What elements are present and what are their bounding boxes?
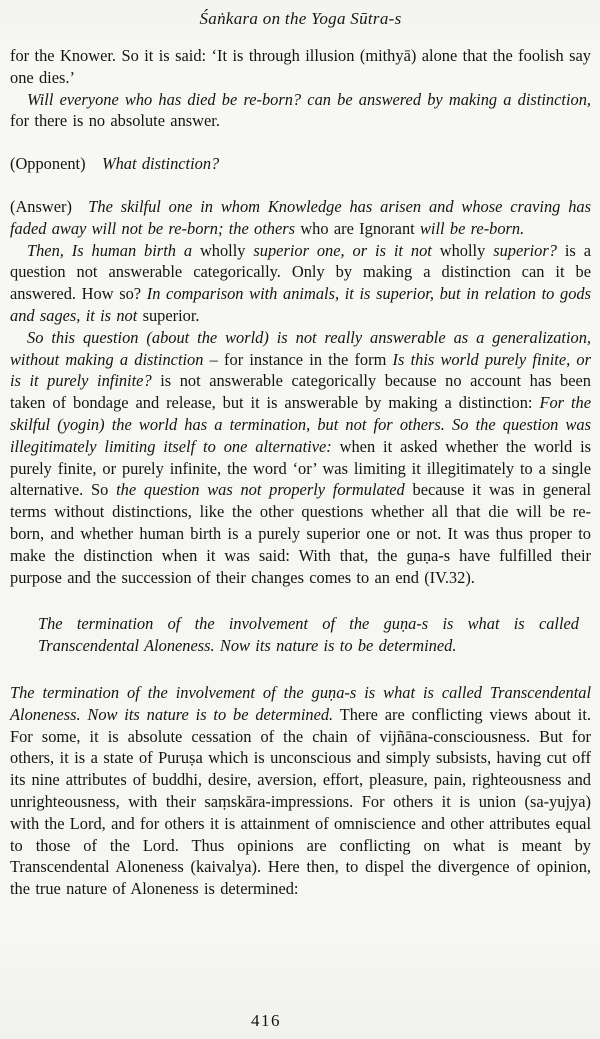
sutra-quote-block bbox=[38, 613, 579, 657]
text-run-roman: because it was in general terms without distinctions, like the other questions whether all that die will be re-born, and whether human birth is a purely superior one or not. It was thus proper to make the distinction when it was said: With that, the guṇa-s have fulfilled their purpose and the succession of their changes comes to an end (IV.32). bbox=[10, 480, 592, 587]
text-run-italic: The termination of the involvement of the guṇa-s is what is called Transcendental Aloneness. Now its nature is to be determined. bbox=[10, 682, 591, 724]
text-run-roman: for there is no absolute answer. bbox=[10, 111, 220, 131]
text-run-italic: superior? bbox=[493, 240, 557, 260]
text-run-roman: who are Ignorant bbox=[295, 218, 420, 238]
running-header: Śaṅkara on the Yoga Sūtra-s bbox=[199, 9, 402, 28]
text-run-italic: Is this world purely finite, or is it purely infinite? bbox=[10, 349, 591, 391]
paragraph-reborn-question bbox=[10, 89, 591, 133]
paragraph-answer bbox=[10, 196, 591, 240]
text-run-roman: is a question not answerable categorically. Only by making a distinction can it be answered. How so? bbox=[10, 240, 591, 304]
text-run-roman: There are conflicting views about it. For some, it is absolute cessation of the chain of vijñāna-consciousness. But for others, it is a state of Puruṣa which is unconscious and simply subsists, having cut off its nine attributes of buddhi, desire, aversion, effort, pleasure, pain, righteousness and unrighteousness, with their saṃskāra-impressions. For others it is union (sa-yujya) with the Lord, and for others it is attainment of omniscience and other attributes equal to those of the Lord. Thus opinions are conflicting on what is meant by Transcendental Aloneness (kaivalya). Here then, to dispel the divergence of opinion, the true nature of Aloneness is determined: bbox=[10, 704, 592, 899]
text-run-roman: wholly bbox=[431, 240, 494, 260]
page-number: 416 bbox=[251, 1011, 281, 1030]
paragraph-knower bbox=[10, 45, 591, 89]
text-run-italic: will be re-born. bbox=[420, 218, 525, 238]
text-run-italic: For the skilful (yogin) the world has a termination, but not for others. So the question was illegitimately limiting itself to one alternative: bbox=[10, 393, 591, 456]
paragraph-opponent bbox=[10, 153, 591, 175]
paragraph-human-birth bbox=[10, 240, 591, 327]
text-run-roman: is not answerable categorically because no account has been taken of bondage and release, but it is answerable by making a distinction: bbox=[10, 371, 591, 413]
text-run-roman: – for instance in the form bbox=[203, 349, 393, 369]
text-run-italic: In comparison with animals, it is superior, but in relation to gods and sages, it is not bbox=[10, 284, 591, 325]
text-block bbox=[10, 45, 591, 900]
text-run-italic: The termination of the involvement of the guṇa-s is what is called Transcendental Aloneness. Now its nature is to be determined. bbox=[38, 614, 579, 656]
text-run-italic: So this question (about the world) is not really answerable as a generalization, without making a distinction bbox=[10, 327, 591, 369]
text-run-italic: The skilful one in whom Knowledge has arisen and whose craving has faded away will not be re-born; the others bbox=[10, 196, 591, 238]
text-run-roman: wholly bbox=[192, 240, 254, 260]
text-run-italic: Then, Is human birth a bbox=[27, 240, 193, 260]
text-run-italic: the question was not properly formulated bbox=[116, 480, 405, 500]
paragraph-world-question bbox=[10, 327, 591, 589]
text-run-italic: Will everyone who has died be re-born? can be answered by making a distinction, bbox=[27, 89, 591, 109]
text-run-roman: when it asked whether the world is purely finite, or purely infinite, the word ‘or’ was limiting it illegitimately to a single alternative. So bbox=[10, 436, 591, 500]
text-run-roman: superior. bbox=[137, 305, 200, 325]
text-run-italic: superior one, or is it not bbox=[253, 240, 432, 260]
text-run-roman: for the Knower. So it is said: ‘It is through illusion (mithyā) alone that the foolish say one dies.’ bbox=[10, 46, 591, 87]
text-run-roman: (Answer) bbox=[10, 196, 89, 216]
text-run-italic: What distinction? bbox=[101, 154, 220, 174]
text-run-roman: (Opponent) bbox=[10, 154, 102, 174]
paragraph-kaivalya-views bbox=[10, 682, 591, 900]
